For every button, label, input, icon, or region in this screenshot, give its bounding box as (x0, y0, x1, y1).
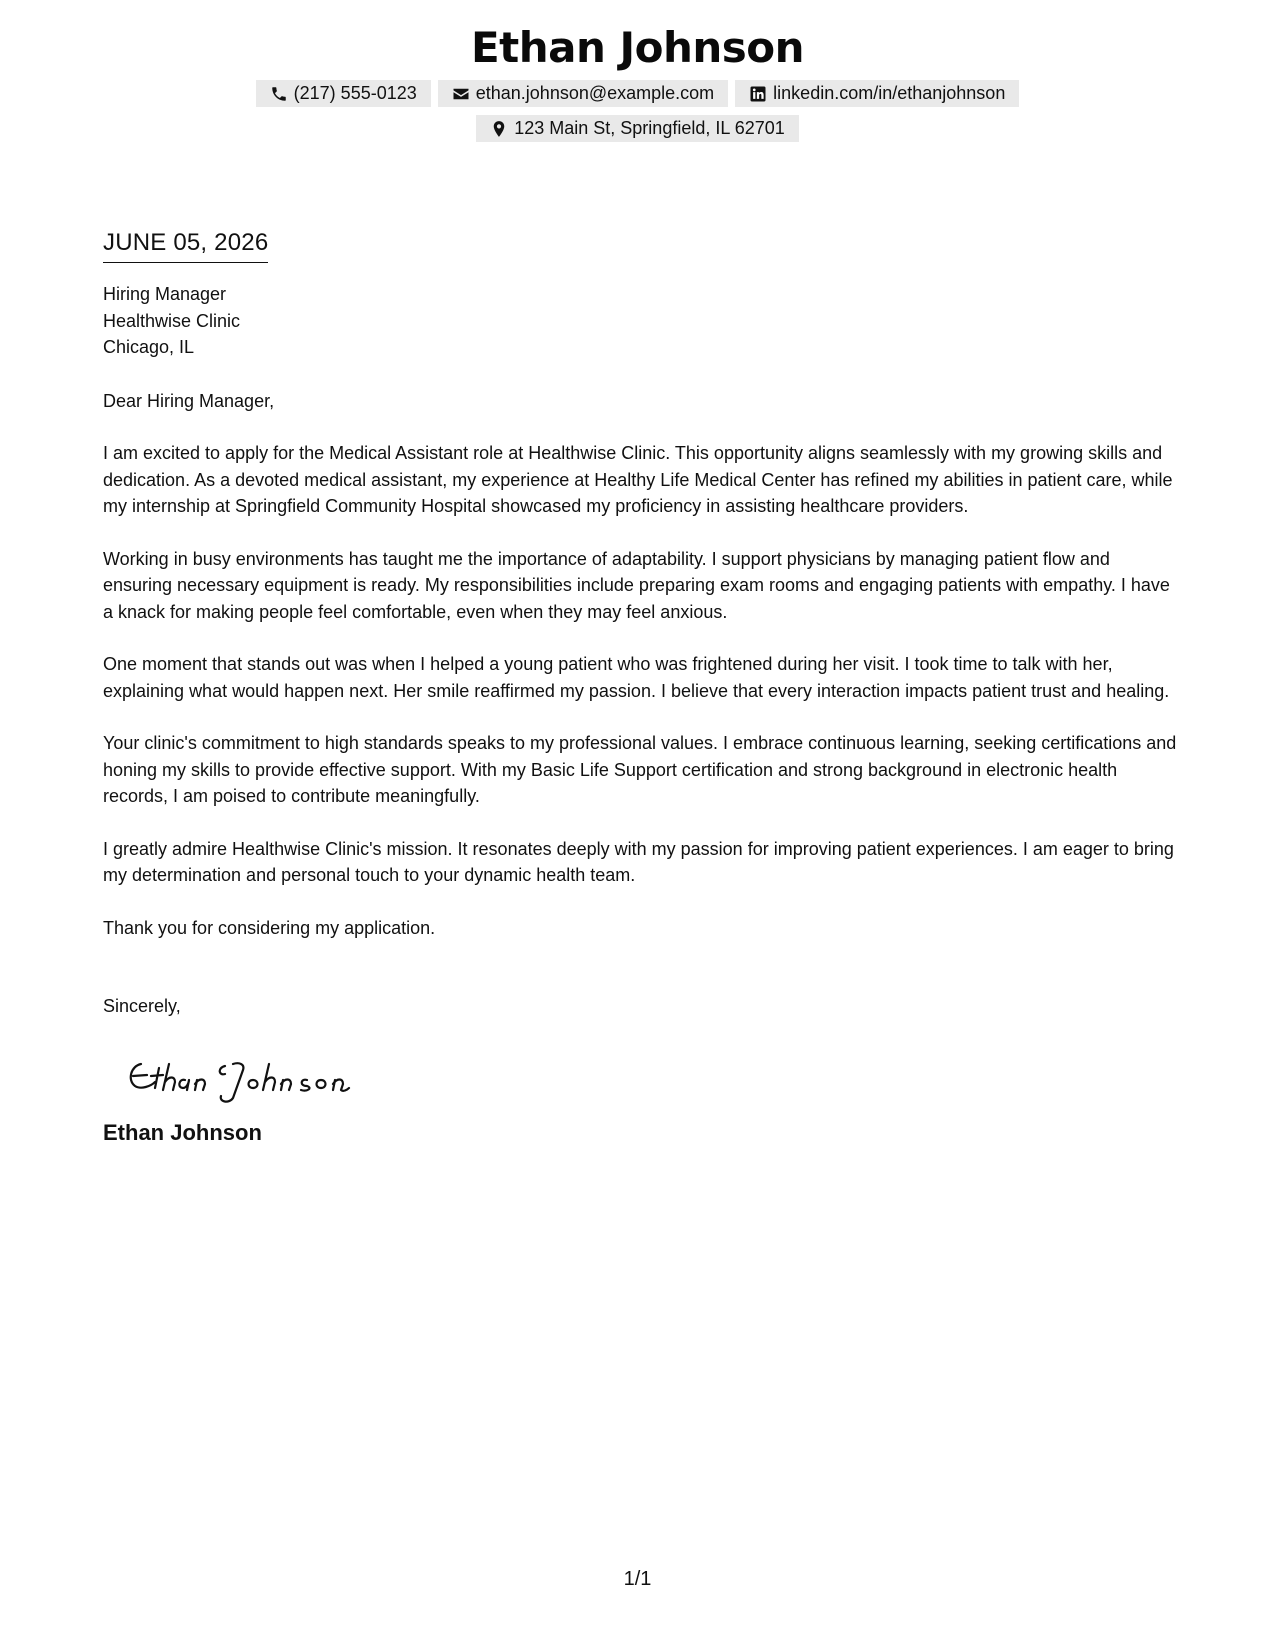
letter-body (103, 228, 1183, 1148)
paragraph-1: I am excited to apply for the Medical Assistant role at Healthwise Clinic. This opportunity aligns seamlessly with my growing skills and dedication. As a devoted medical assistant, my experience at Healthy Life Medical Center has refined my abilities in patient care, while my internship at Springfield Community Hospital showcased my proficiency in assisting healthcare providers. (103, 443, 1173, 516)
recipient-company: Healthwise Clinic (103, 310, 241, 331)
contact-email (438, 80, 728, 107)
signer-name: Ethan Johnson (103, 1119, 262, 1145)
salutation: Dear Hiring Manager, (103, 390, 275, 411)
page-indicator: 1/1 (623, 1568, 652, 1590)
linkedin-icon (749, 85, 767, 103)
paragraph-5: I greatly admire Healthwise Clinic's mission. It resonates deeply with my passion for improving patient experiences. I am eager to bring my determination and personal touch to your dynamic health team. (103, 838, 1174, 885)
phone-text: (217) 555-0123 (293, 83, 417, 103)
paragraph-4: Your clinic's commitment to high standards speaks to my professional values. I embrace continuous learning, seeking certifications and honing my skills to provide effective support. With my Basic Life Support certification and strong background in electronic health records, I am poised to contribute meaningfully. (103, 733, 1177, 806)
contact-row-primary (0, 80, 1275, 107)
signature-icon (121, 1046, 361, 1106)
linkedin-text: linkedin.com/in/ethanjohnson (773, 83, 1006, 103)
address-text: 123 Main St, Springfield, IL 62701 (514, 118, 785, 138)
letter-date: JUNE 05, 2026 (103, 228, 268, 263)
email-text: ethan.johnson@example.com (475, 83, 715, 103)
paragraph-3: One moment that stands out was when I helped a young patient who was frightened during her visit. I took time to talk with her, explaining what would happen next. Her smile reaffirmed my passion. I believe that every interaction impacts patient trust and healing. (103, 654, 1170, 701)
phone-icon (270, 85, 288, 103)
contact-linkedin (735, 80, 1019, 107)
recipient-block (103, 281, 1183, 361)
envelope-icon (452, 85, 470, 103)
map-pin-icon (490, 120, 508, 138)
recipient-location: Chicago, IL (103, 337, 195, 357)
closing: Sincerely, (103, 996, 181, 1016)
contact-phone (256, 80, 431, 107)
paragraph-2: Working in busy environments has taught me the importance of adaptability. I support physicians by managing patient flow and ensuring necessary equipment is ready. My responsibilities include preparing exam rooms and engaging patients with empathy. I have a knack for making people feel comfortable, even when they may feel anxious. (103, 548, 1170, 622)
letter-header (0, 22, 1275, 142)
contact-address (476, 115, 799, 142)
paragraph-6: Thank you for considering my application. (103, 917, 436, 938)
handwritten-signature (121, 1046, 1183, 1106)
contact-row-secondary (0, 115, 1275, 142)
recipient-title: Hiring Manager (103, 284, 227, 304)
applicant-name: Ethan Johnson (470, 23, 805, 72)
